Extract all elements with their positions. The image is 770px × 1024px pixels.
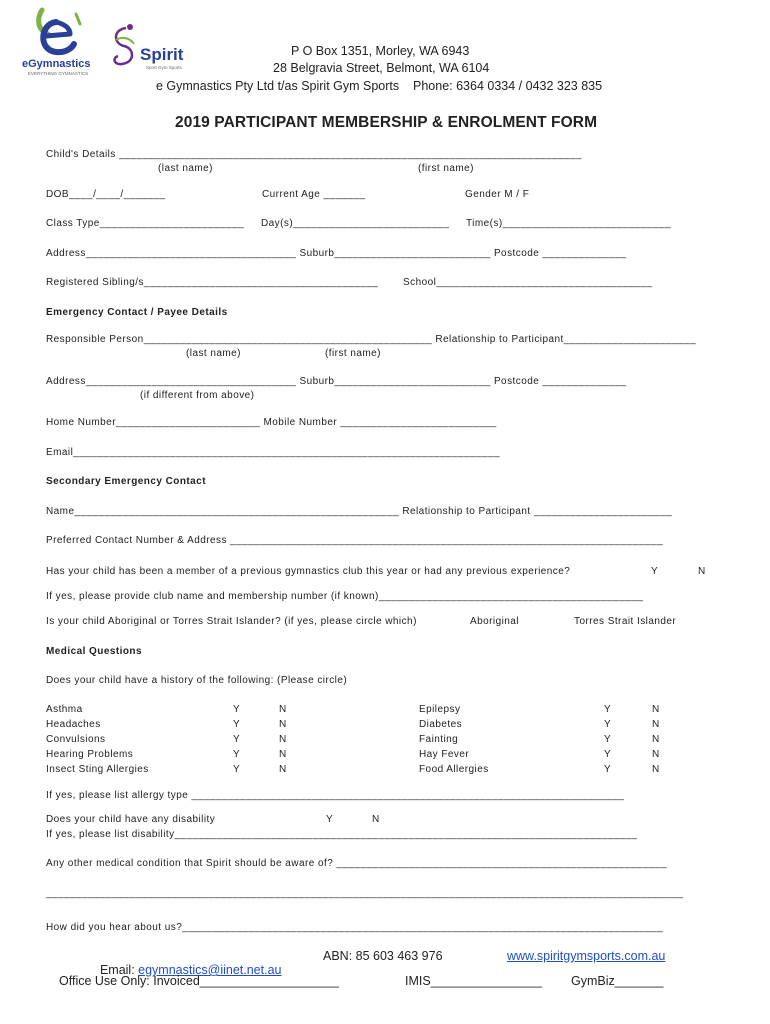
responsible-first-name-label: (first name)	[325, 348, 381, 359]
medical-heading: Medical Questions	[46, 646, 143, 657]
club-info-field[interactable]: If yes, please provide club name and membership number (if known)____________________________________________	[46, 591, 644, 602]
other-medical-continuation[interactable]: __________________________________________________________________________________________________________	[46, 888, 684, 899]
childs-details-field[interactable]: Child's Details _____________________________________________________________________________	[46, 149, 582, 160]
phone-numbers-field[interactable]: Home Number________________________ Mobile Number __________________________	[46, 417, 497, 428]
medical-condition-yes[interactable]: Y	[233, 764, 241, 775]
medical-condition-yes[interactable]: Y	[604, 704, 612, 715]
medical-condition-label: Insect Sting Allergies	[46, 764, 149, 775]
medical-condition-label: Food Allergies	[419, 764, 489, 775]
medical-condition-no[interactable]: N	[652, 734, 660, 745]
days-field[interactable]: Day(s)__________________________	[261, 218, 450, 229]
previous-club-yes[interactable]: Y	[651, 566, 659, 577]
medical-condition-label: Epilepsy	[419, 704, 461, 715]
footer-email-link[interactable]: egymnastics@iinet.net.au	[138, 963, 282, 977]
medical-condition-label: Headaches	[46, 719, 101, 730]
preferred-contact-field[interactable]: Preferred Contact Number & Address ________________________________________________________________________	[46, 535, 663, 546]
medical-condition-no[interactable]: N	[279, 719, 287, 730]
medical-condition-label: Asthma	[46, 704, 83, 715]
disability-list-field[interactable]: If yes, please list disability_____________________________________________________________________________	[46, 829, 638, 840]
medical-condition-no[interactable]: N	[652, 719, 660, 730]
disability-yes[interactable]: Y	[326, 814, 334, 825]
aboriginal-question: Is your child Aboriginal or Torres Strait Islander? (if yes, please circle which)	[46, 616, 417, 627]
how-did-you-hear-field[interactable]: How did you hear about us?________________________________________________________________________________	[46, 922, 664, 933]
medical-condition-label: Fainting	[419, 734, 459, 745]
medical-condition-label: Convulsions	[46, 734, 106, 745]
medical-condition-no[interactable]: N	[652, 764, 660, 775]
medical-condition-no[interactable]: N	[279, 704, 287, 715]
school-field[interactable]: School____________________________________	[403, 277, 653, 288]
form-title: 2019 PARTICIPANT MEMBERSHIP & ENROLMENT FORM	[175, 114, 598, 131]
medical-condition-no[interactable]: N	[279, 749, 287, 760]
footer-website-link[interactable]: www.spiritgymsports.com.au	[507, 949, 666, 963]
office-use-imis: IMIS________________	[405, 974, 542, 988]
medical-condition-yes[interactable]: Y	[233, 749, 241, 760]
egymnastics-logo-text: eGymnastics	[22, 58, 91, 70]
email-field[interactable]: Email_______________________________________________________________________	[46, 447, 501, 458]
medical-condition-yes[interactable]: Y	[233, 734, 241, 745]
medical-intro: Does your child have a history of the following: (Please circle)	[46, 675, 348, 686]
medical-condition-no[interactable]: N	[652, 704, 660, 715]
footer-email	[93, 949, 281, 977]
office-use-invoiced: Office Use Only: Invoiced____________________	[59, 974, 339, 988]
egymnastics-tagline: EVERYTHING GYMNASTICS	[28, 71, 89, 76]
medical-condition-yes[interactable]: Y	[233, 719, 241, 730]
child-address-field[interactable]: Address___________________________________ Suburb__________________________ Postcode ______________	[46, 248, 627, 259]
current-age-field[interactable]: Current Age _______	[262, 189, 366, 200]
responsible-last-name-label: (last name)	[186, 348, 241, 359]
emergency-contact-heading: Emergency Contact / Payee Details	[46, 307, 228, 318]
medical-condition-no[interactable]: N	[279, 734, 287, 745]
child-first-name-label: (first name)	[418, 163, 474, 174]
medical-condition-yes[interactable]: Y	[604, 734, 612, 745]
aboriginal-option[interactable]: Aboriginal	[470, 616, 519, 627]
child-last-name-label: (last name)	[158, 163, 213, 174]
disability-question: Does your child have any disability	[46, 814, 216, 825]
address-note: (if different from above)	[140, 390, 255, 401]
secondary-contact-heading: Secondary Emergency Contact	[46, 476, 206, 487]
dob-field[interactable]: DOB____/____/_______	[46, 189, 166, 200]
spirit-tagline: Sport Gym Sports	[146, 65, 182, 70]
registered-siblings-field[interactable]: Registered Sibling/s_______________________________________	[46, 277, 379, 288]
medical-condition-yes[interactable]: Y	[604, 749, 612, 760]
footer-abn: ABN: 85 603 463 976	[323, 949, 443, 963]
class-type-field[interactable]: Class Type________________________	[46, 218, 245, 229]
address-street: 28 Belgravia Street, Belmont, WA 6104	[273, 61, 490, 75]
disability-no[interactable]: N	[372, 814, 380, 825]
secondary-name-field[interactable]: Name______________________________________________________ Relationship to Participant _______________________	[46, 506, 673, 517]
spirit-logo-text: Spirit	[140, 45, 184, 64]
torres-strait-option[interactable]: Torres Strait Islander	[574, 616, 677, 627]
other-medical-field[interactable]: Any other medical condition that Spirit should be aware of? _______________________________________________________	[46, 858, 668, 869]
medical-condition-yes[interactable]: Y	[604, 764, 612, 775]
medical-condition-no[interactable]: N	[279, 764, 287, 775]
medical-condition-label: Hay Fever	[419, 749, 470, 760]
office-use-gymbiz: GymBiz_______	[571, 974, 664, 988]
gender-field[interactable]: Gender M / F	[465, 189, 530, 200]
medical-condition-no[interactable]: N	[652, 749, 660, 760]
times-field[interactable]: Time(s)____________________________	[466, 218, 671, 229]
company-phone: e Gymnastics Pty Ltd t/as Spirit Gym Sports Phone: 6364 0334 / 0432 323 835	[156, 79, 603, 93]
previous-club-no[interactable]: N	[698, 566, 706, 577]
allergy-type-field[interactable]: If yes, please list allergy type ________________________________________________________________________	[46, 790, 625, 801]
emergency-address-field[interactable]: Address___________________________________ Suburb__________________________ Postcode ______________	[46, 376, 627, 387]
medical-condition-yes[interactable]: Y	[233, 704, 241, 715]
responsible-person-field[interactable]: Responsible Person________________________________________________ Relationship to Participant______________________	[46, 334, 696, 345]
medical-condition-yes[interactable]: Y	[604, 719, 612, 730]
address-po-box: P O Box 1351, Morley, WA 6943	[291, 44, 470, 58]
footer-email-label: Email:	[99, 963, 139, 977]
medical-condition-label: Hearing Problems	[46, 749, 134, 760]
medical-condition-label: Diabetes	[419, 719, 463, 730]
previous-club-question: Has your child has been a member of a previous gymnastics club this year or had any previous experience?	[46, 566, 571, 577]
